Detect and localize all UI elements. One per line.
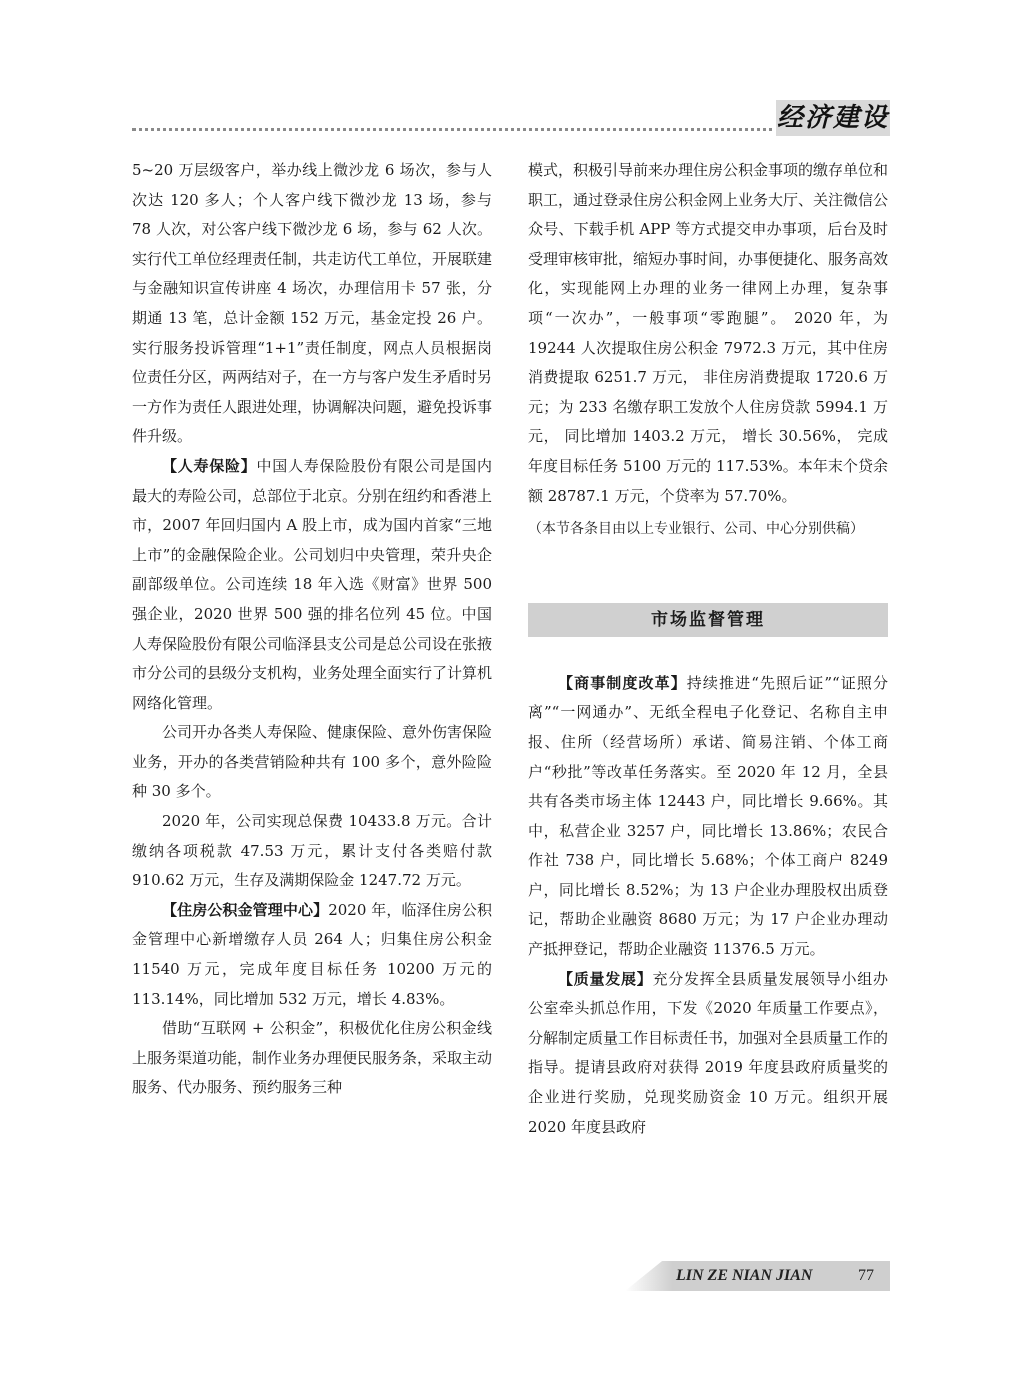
paragraph: 借助“互联网 + 公积金”，积极优化住房公积金线上服务渠道功能，制作业务办理便民服务条，采取主动服务、代办服务、预约服务三种: [132, 1019, 493, 1097]
header-dotted-rule: [132, 128, 780, 131]
source-note: （本节各条目由以上专业银行、公司、中心分别供稿）: [528, 521, 864, 538]
left-column: [132, 156, 492, 1103]
section-tag: 经济建设: [776, 100, 890, 136]
paragraph-life-insurance: [132, 452, 492, 718]
paragraph: 模式，积极引导前来办理住房公积金事项的缴存单位和职工，通过登录住房公积金网上业务大厅、关注微信公众号、下载手机 APP 等方式提交申办事项，后台及时受理审核审批，缩短办事时间，办事便捷化、服务高效化，实现能网上办理的业务一律网上办理，复杂事项“一次办”，一般事项“零跑腿”。 2020 年，为 19244 人次提取住房公积金 7972.3 万元，其中住房消费提取 6251.7 万元， 非住房消费提取 1720.6 万元；为 233 名缴存职工发放个人住房贷款 5994.1 万元， 同比增加 1403.2 万元， 增长 30.56%， 完成年度目标任务 5100 万元的 117.53%。本年末个贷余额 28787.1 万元，个贷率为 57.70%。: [528, 161, 889, 505]
paragraph-body: 中国人寿保险股份有限公司是国内最大的寿险公司，总部位于北京。分别在纽约和香港上市，2007 年回归国内 A 股上市，成为国内首家“三地上市”的金融保险企业。公司划归中央管理，荣升央企副部级单位。公司连续 18 年入选《财富》世界 500 强企业，2020 世界 500 强的排名位列 45 位。中国人寿保险股份有限公司临泽县支公司是总公司设在张掖市分公司的县级分支机构，业务处理全面实行了计算机网络化管理。: [132, 456, 493, 712]
paragraph: 公司开办各类人寿保险、健康保险、意外伤害保险业务，开办的各类营销险种共有 100 多个，意外险险种 30 多个。: [132, 723, 493, 801]
paragraph-body: 2020 年，临泽住房公积金管理中心新增缴存人员 264 人；归集住房公积金 11540 万元，完成年度目标任务 10200 万元的 113.14%，同比增加 532 万元，增长 4.83%。: [132, 900, 492, 1008]
entry-heading: 【质量发展】: [558, 969, 653, 988]
entry-heading: 【住房公积金管理中心】: [162, 900, 329, 919]
paragraph: 5~20 万层级客户，举办线上微沙龙 6 场次，参与人次达 120 多人；个人客户线下微沙龙 13 场，参与 78 人次，对公客户线下微沙龙 6 场，参与 62 人次。实行代工单位经理责任制，共走访代工单位，开展联建与金融知识宣传讲座 4 场次，办理信用卡 57 张，分期通 13 笔，总计金额 152 万元，基金定投 26 户。实行服务投诉管理“1+1”责任制度，网点人员根据岗位责任分区，两两结对子，在一方与客户发生矛盾时另一方作为责任人跟进处理，协调解决问题，避免投诉事件升级。: [132, 161, 493, 446]
paragraph-body: 充分发挥全县质量发展领导小组办公室牵头抓总作用，下发《2020 年质量工作要点》，分解制定质量工作目标责任书，加强对全县质量工作的指导。提请县政府对获得 2019 年度县政府质量奖的企业进行奖励，兑现奖励资金 10 万元。组织开展 2020 年度县政府: [528, 969, 889, 1136]
section-banner: 市场监督管理: [528, 603, 888, 637]
page-number: 77: [858, 1267, 874, 1284]
right-column: [528, 156, 888, 1142]
entry-heading: 【商事制度改革】: [558, 673, 687, 692]
entry-heading: 【人寿保险】: [162, 456, 257, 475]
paragraph-body: 持续推进“先照后证”“证照分离”“一网通办”、无纸全程电子化登记、名称自主申报、住所（经营场所）承诺、简易注销、个体工商户“秒批”等改革任务落实。至 2020 年 12 月，全县共有各类市场主体 12443 户，同比增长 9.66%。其中，私营企业 3257 户，同比增长 13.86%；农民合作社 738 户，同比增长 5.68%；个体工商户 8249 户，同比增长 8.52%；为 13 户企业办理股权出质登记，帮助企业融资 8680 万元；为 17 户企业办理动产抵押登记，帮助企业融资 11376.5 万元。: [528, 673, 888, 959]
paragraph-quality-development: [528, 965, 888, 1143]
paragraph: 2020 年，公司实现总保费 10433.8 万元。合计缴纳各项税款 47.53 万元，累计支付各类赔付款 910.62 万元，生存及满期保险金 1247.72 万元。: [132, 812, 492, 890]
paragraph-housing-fund: [132, 896, 492, 1014]
running-title: LIN ZE NIAN JIAN: [676, 1267, 813, 1284]
paragraph-business-reform: [528, 669, 888, 965]
